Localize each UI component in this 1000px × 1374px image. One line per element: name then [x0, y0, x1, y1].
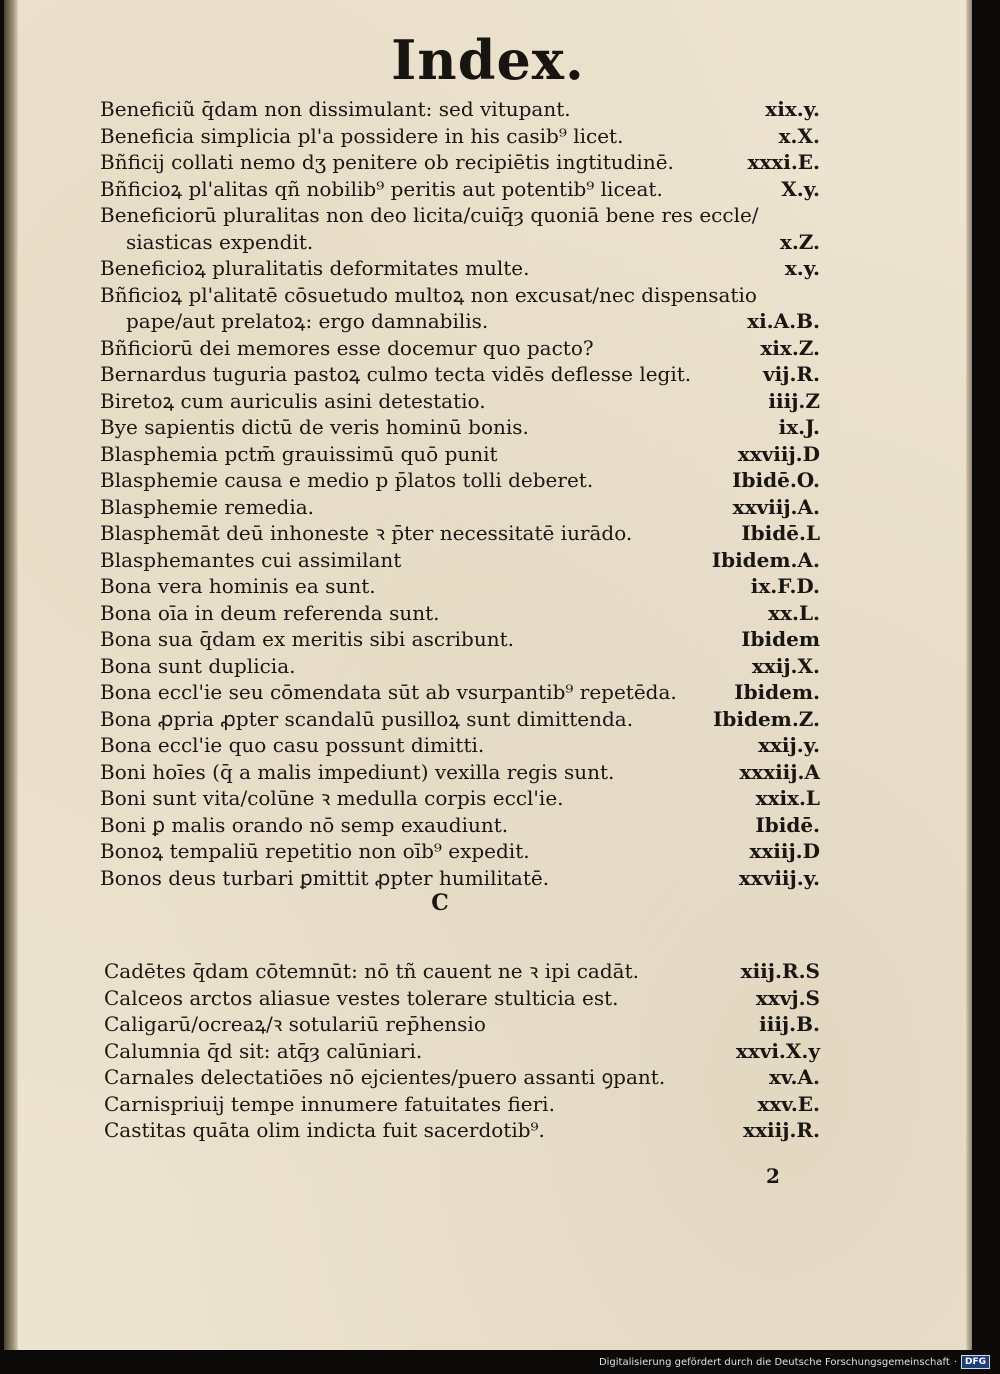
index-entry: Bernardus tuguria pastoꝝ culmo tecta vidēs deflesse legit. vij.R.: [100, 362, 820, 386]
index-entries-c: [104, 958, 820, 1144]
book-page: [4, 0, 972, 1350]
index-entry: Blasphemāt deū inhoneste ꝛ p̄ter necessitatē iurādo. Ibidē.L: [100, 521, 820, 545]
index-entry: Boni ꝑ malis orando nō semp exaudiunt. Ibidē.: [100, 812, 820, 837]
index-entry: Bona vera hominis ea sunt. ix.F.D.: [100, 574, 820, 598]
index-entry: Beneficiũ q̄dam non dissimulant: sed vitupant. xix.y.: [100, 97, 820, 121]
index-entry: Bñficij collati nemo dʒ penitere ob recipiētis ingtitudinē. xxxi.E.: [100, 150, 820, 174]
index-entry: Bona sunt duplicia. xxij.X.: [100, 653, 820, 678]
footer-credit: [599, 1354, 990, 1370]
signature-mark: 2: [766, 1164, 780, 1188]
index-entry: Bñficioꝝ pl'alitatē cōsuetudo multoꝝ non excusat/nec dispensatio: [100, 282, 757, 307]
index-entry-continuation: pape/aut prelatoꝝ: ergo damnabilis. xi.A.B.: [126, 309, 820, 333]
index-entry: Bona oīa in deum referenda sunt. xx.L.: [100, 600, 820, 625]
index-entry: Bñficioꝝ pl'alitas qñ nobilib⁹ peritis aut potentib⁹ liceat. X.y.: [100, 176, 820, 201]
index-entry: Cadētes q̄dam cōtemnūt: nō tñ cauent ne ꝛ ipi cadāt. xiij.R.S: [104, 959, 820, 983]
index-entry: Blasphemantes cui assimilant Ibidem.A.: [100, 547, 820, 572]
book-spine: [4, 0, 18, 1350]
index-entry: Boni hoīes (q̄ a malis impediunt) vexilla regis sunt. xxxiij.A: [100, 759, 820, 784]
index-entry: Beneficioꝝ pluralitatis deformitates multe. x.y.: [100, 256, 820, 280]
index-entry: Bona ꝓpria ꝓpter scandalū pusilloꝝ sunt dimittenda. Ibidem.Z.: [100, 706, 820, 731]
index-entry: Calceos arctos aliasue vestes tolerare stulticia est. xxvj.S: [104, 985, 820, 1010]
index-entry: Bye sapientis dictū de veris hominū bonis. ix.J.: [100, 415, 820, 439]
page-edge: [966, 0, 972, 1350]
index-entry: Bonos deus turbari ꝑmittit ꝓpter humilitatē. xxviij.y.: [100, 865, 820, 890]
dfg-logo: DFG: [961, 1355, 990, 1369]
index-entry: Castitas quāta olim indicta fuit sacerdotib⁹. xxiij.R.: [104, 1118, 820, 1142]
index-entry: Beneficiorū pluralitas non deo licita/cuiq̄ȝ quoniā bene res eccle/: [100, 203, 759, 227]
index-entry: Blasphemie remedia. xxviij.A.: [100, 494, 820, 519]
index-entry: Biretoꝝ cum auriculis asini detestatio. iiij.Z: [100, 388, 820, 413]
index-entry: Calumnia q̄d sit: atq̄ȝ calūniari. xxvi.X.y: [104, 1038, 820, 1063]
footer-text: Digitalisierung gefördert durch die Deutsche Forschungsgemeinschaft: [598, 1356, 950, 1368]
index-entry: Carnispriuij tempe innumere fatuitates fieri. xxv.E.: [104, 1091, 820, 1116]
index-entry: Blasphemia pctm̄ grauissimū quō punit xxviij.D: [100, 441, 820, 466]
index-entry: Beneficia simplicia pl'a possidere in his casib⁹ licet. x.X.: [100, 123, 820, 148]
index-entry: Bñficiorū dei memores esse docemur quo pacto? xix.Z.: [100, 335, 820, 360]
footer-separator: ·: [953, 1356, 957, 1368]
index-entry: Bona eccl'ie seu cōmendata sūt ab vsurpantib⁹ repetēda. Ibidem.: [100, 680, 820, 704]
index-entry: Boni sunt vita/colūne ꝛ medulla corpis eccl'ie. xxix.L: [100, 786, 820, 810]
index-entries-b: [100, 96, 820, 915]
index-entry: Carnales delectatiōes nō ejcientes/puero assanti ꝯpant. xv.A.: [104, 1065, 820, 1089]
index-entry: Bona sua q̄dam ex meritis sibi ascribunt. Ibidem: [100, 627, 820, 651]
section-letter-c: C: [431, 890, 449, 916]
index-entry: Caligarū/ocreaꝝ/ꝛ sotulariū rep̄hensio iiij.B.: [104, 1012, 820, 1036]
page-title: Index.: [391, 28, 585, 92]
index-entry: Bona eccl'ie quo casu possunt dimitti. xxij.y.: [100, 733, 820, 757]
index-entry: Blasphemie causa e medio p p̄latos tolli deberet. Ibidē.O.: [100, 468, 820, 492]
index-entry-continuation: siasticas expendit. x.Z.: [126, 229, 820, 254]
index-entry: Bonoꝝ tempaliū repetitio non oīb⁹ expedit. xxiij.D: [100, 839, 820, 863]
